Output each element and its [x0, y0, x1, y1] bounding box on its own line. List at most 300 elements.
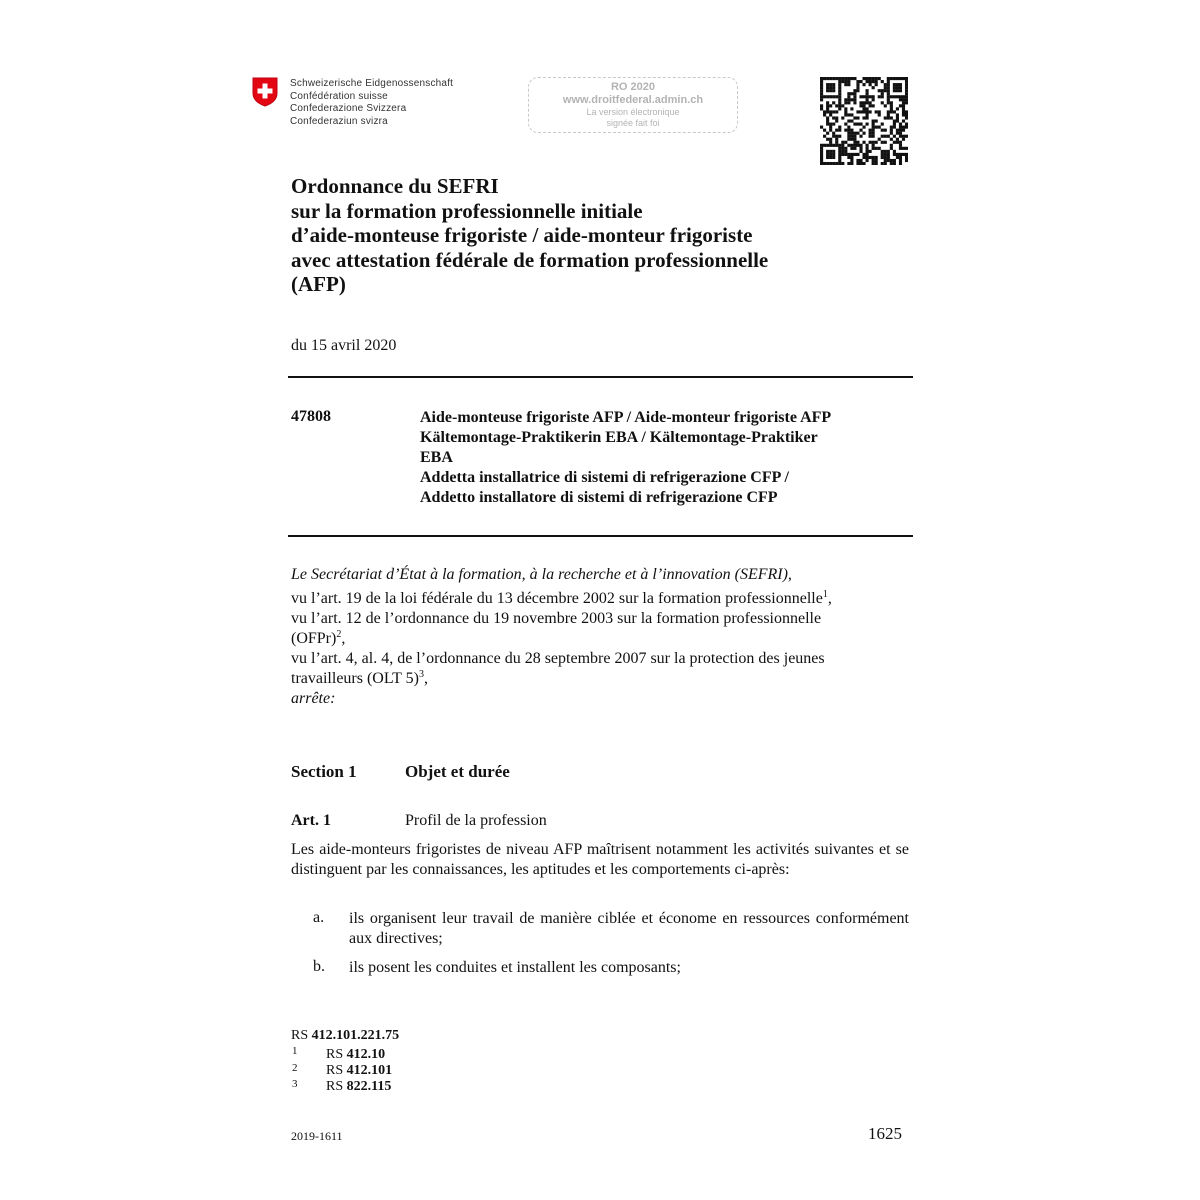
qr-module [841, 104, 844, 107]
qr-module [875, 147, 878, 150]
qr-code-icon[interactable] [820, 77, 908, 165]
qr-module [884, 86, 887, 89]
qr-module [856, 159, 859, 162]
qr-module [853, 101, 856, 104]
list-item: ils organisent leur travail de manière ciblée et économe en ressources conformément aux directives; [349, 910, 909, 947]
qr-module [872, 123, 875, 126]
qr-module [866, 98, 869, 101]
qr-module [844, 77, 847, 80]
qr-module [820, 104, 823, 107]
qr-module [902, 101, 905, 104]
qr-module [823, 95, 826, 98]
qr-module [844, 153, 847, 156]
qr-module [853, 147, 856, 150]
qr-module [899, 153, 902, 156]
qr-module [905, 98, 908, 101]
footnote-number: 2 [292, 1062, 298, 1074]
qr-module [884, 89, 887, 92]
qr-module [887, 101, 890, 104]
qr-module [872, 98, 875, 101]
qr-module [847, 153, 850, 156]
qr-module [844, 98, 847, 101]
qr-module [899, 144, 902, 147]
qr-module [844, 123, 847, 126]
qr-module [872, 132, 875, 135]
qr-module [884, 104, 887, 107]
footnote-ref[interactable]: 2 [336, 629, 342, 640]
qr-module [850, 129, 853, 132]
qr-module [866, 153, 869, 156]
qr-module [866, 116, 869, 119]
qr-module [823, 144, 826, 147]
qr-module [899, 77, 902, 80]
qr-module [835, 135, 838, 138]
qr-module [847, 129, 850, 132]
qr-module [847, 83, 850, 86]
qr-module [850, 138, 853, 141]
qr-module [847, 156, 850, 159]
qr-module [881, 92, 884, 95]
qr-module [899, 95, 902, 98]
qr-module [832, 153, 835, 156]
qr-module [856, 83, 859, 86]
qr-module [887, 150, 890, 153]
confederation-name-fr: Confédération suisse [290, 90, 388, 102]
title-line: sur la formation professionnelle initiale [291, 198, 643, 223]
qr-module [902, 153, 905, 156]
qr-module [838, 95, 841, 98]
qr-module [856, 86, 859, 89]
qr-module [881, 95, 884, 98]
qr-module [875, 80, 878, 83]
qr-module [869, 156, 872, 159]
qr-module [820, 159, 823, 162]
qr-module [890, 147, 893, 150]
qr-module [862, 162, 865, 165]
qr-module [847, 162, 850, 165]
qr-module [826, 156, 829, 159]
qr-module [850, 98, 853, 101]
qr-module [844, 129, 847, 132]
qr-module [832, 162, 835, 165]
qr-module [899, 141, 902, 144]
qr-module [847, 98, 850, 101]
qr-module [832, 150, 835, 153]
qr-module [850, 107, 853, 110]
qr-module [847, 113, 850, 116]
qr-module [869, 104, 872, 107]
qr-module [896, 129, 899, 132]
qr-module [850, 135, 853, 138]
legal-basis-text: vu l’art. 12 de l’ordonnance du 19 novembre 2003 sur la formation professionnelle [291, 610, 822, 627]
qr-module [884, 153, 887, 156]
qr-module [853, 135, 856, 138]
qr-module [887, 98, 890, 101]
qr-module [835, 129, 838, 132]
qr-module [893, 126, 896, 129]
qr-module [835, 95, 838, 98]
qr-module [866, 159, 869, 162]
qr-module [838, 126, 841, 129]
qr-module [905, 156, 908, 159]
qr-module [899, 132, 902, 135]
qr-module [905, 116, 908, 119]
qr-module [896, 141, 899, 144]
qr-module [905, 77, 908, 80]
section-number: Section 1 [291, 762, 357, 781]
qr-module [850, 113, 853, 116]
confederation-name-it: Confederazione Svizzera [290, 103, 407, 114]
qr-module [905, 113, 908, 116]
qr-module [838, 80, 841, 83]
qr-module [850, 159, 853, 162]
qr-module [902, 126, 905, 129]
qr-module [896, 138, 899, 141]
qr-module [869, 101, 872, 104]
qr-module [820, 153, 823, 156]
qr-module [869, 77, 872, 80]
qr-module [832, 86, 835, 89]
qr-module [893, 150, 896, 153]
qr-module [899, 156, 902, 159]
qr-module [844, 150, 847, 153]
qr-module [905, 135, 908, 138]
qr-module [884, 135, 887, 138]
qr-module [838, 92, 841, 95]
qr-module [902, 138, 905, 141]
qr-module [862, 156, 865, 159]
stamp-ro: RO 2020 [610, 81, 656, 93]
qr-module [847, 126, 850, 129]
qr-module [869, 110, 872, 113]
qr-module [832, 132, 835, 135]
qr-module [902, 135, 905, 138]
qr-module [881, 89, 884, 92]
qr-module [872, 77, 875, 80]
qr-module [832, 77, 835, 80]
qr-module [847, 95, 850, 98]
qr-module [905, 147, 908, 150]
qr-module [826, 107, 829, 110]
qr-module [887, 77, 890, 80]
qr-module [859, 144, 862, 147]
qr-module [905, 101, 908, 104]
qr-module [893, 159, 896, 162]
qr-module [875, 141, 878, 144]
qr-module [856, 116, 859, 119]
title-line: (AFP) [291, 272, 346, 296]
qr-module [838, 147, 841, 150]
qr-module [826, 144, 829, 147]
qr-module [872, 147, 875, 150]
qr-module [866, 156, 869, 159]
profession-title-line: Addetta installatrice di sistemi di refrigerazione CFP / [420, 469, 789, 486]
qr-module [844, 107, 847, 110]
legal-basis-3 [291, 649, 911, 669]
qr-module [826, 101, 829, 104]
qr-module [832, 89, 835, 92]
qr-module [881, 101, 884, 104]
profession-title-line: Aide-monteuse frigoriste AFP / Aide-monteur frigoriste AFP [420, 409, 832, 426]
qr-module [890, 116, 893, 119]
document-title [291, 174, 931, 297]
qr-module [887, 113, 890, 116]
qr-module [859, 129, 862, 132]
qr-module [902, 110, 905, 113]
qr-module [832, 116, 835, 119]
article-title: Profil de la profession [405, 812, 547, 829]
qr-module [838, 144, 841, 147]
qr-module [826, 123, 829, 126]
qr-module [872, 86, 875, 89]
qr-module [893, 141, 896, 144]
qr-module [887, 135, 890, 138]
qr-module [847, 135, 850, 138]
qr-module [887, 110, 890, 113]
qr-module [887, 116, 890, 119]
confederation-name-rm: Confederaziun svizra [290, 115, 388, 127]
qr-module [829, 144, 832, 147]
confederation-names [290, 78, 453, 128]
qr-module [853, 116, 856, 119]
qr-module [850, 147, 853, 150]
qr-module [829, 86, 832, 89]
qr-module [899, 135, 902, 138]
qr-module [832, 144, 835, 147]
qr-module [820, 107, 823, 110]
qr-module [866, 123, 869, 126]
qr-module [866, 101, 869, 104]
qr-module [838, 159, 841, 162]
qr-module [862, 77, 865, 80]
qr-module [887, 156, 890, 159]
qr-module [862, 101, 865, 104]
qr-module [872, 129, 875, 132]
qr-module [841, 141, 844, 144]
qr-module [850, 119, 853, 122]
qr-module [872, 144, 875, 147]
qr-module [896, 77, 899, 80]
qr-module [866, 144, 869, 147]
qr-module [905, 123, 908, 126]
qr-module [826, 138, 829, 141]
qr-module [844, 113, 847, 116]
qr-module [853, 123, 856, 126]
qr-module [859, 147, 862, 150]
qr-module [890, 129, 893, 132]
qr-module [884, 116, 887, 119]
qr-module [844, 80, 847, 83]
qr-module [841, 144, 844, 147]
qr-module [832, 135, 835, 138]
qr-module [847, 119, 850, 122]
electronic-version-stamp [528, 77, 738, 133]
qr-module [890, 144, 893, 147]
section-title: Objet et durée [405, 762, 510, 781]
footnote-ref-value: 412.101 [346, 1063, 393, 1078]
qr-module [905, 95, 908, 98]
qr-module [832, 110, 835, 113]
qr-module [875, 156, 878, 159]
qr-module [899, 104, 902, 107]
qr-module [850, 132, 853, 135]
qr-module [829, 77, 832, 80]
qr-module [838, 129, 841, 132]
qr-module [856, 153, 859, 156]
qr-module [872, 162, 875, 165]
qr-module [826, 104, 829, 107]
qr-module [826, 110, 829, 113]
qr-module [875, 159, 878, 162]
qr-module [853, 144, 856, 147]
qr-module [844, 83, 847, 86]
qr-module [820, 147, 823, 150]
qr-module [820, 92, 823, 95]
qr-module [905, 83, 908, 86]
qr-module [896, 119, 899, 122]
qr-module [905, 92, 908, 95]
qr-module [859, 95, 862, 98]
footnote-text [326, 1063, 392, 1079]
qr-module [866, 107, 869, 110]
article-number: Art. 1 [291, 812, 331, 829]
qr-module [832, 83, 835, 86]
qr-module [899, 98, 902, 101]
rs-number [291, 1028, 399, 1044]
qr-module [826, 86, 829, 89]
rs-number-value: 412.101.221.75 [311, 1028, 400, 1043]
footnote-text [326, 1047, 385, 1063]
qr-module [829, 110, 832, 113]
qr-module [884, 141, 887, 144]
qr-module [902, 119, 905, 122]
qr-module [841, 162, 844, 165]
qr-module [820, 77, 823, 80]
qr-module [902, 77, 905, 80]
qr-module [893, 86, 896, 89]
qr-module [905, 89, 908, 92]
qr-module [893, 83, 896, 86]
qr-module [881, 162, 884, 165]
qr-module [820, 98, 823, 101]
qr-module [832, 123, 835, 126]
qr-module [850, 144, 853, 147]
qr-module [823, 129, 826, 132]
divider [288, 376, 913, 378]
qr-module [835, 144, 838, 147]
legal-basis-2-cont [291, 629, 911, 649]
footnote-ref[interactable]: 1 [822, 589, 828, 600]
qr-module [820, 89, 823, 92]
legal-basis-text: vu l’art. 19 de la loi fédérale du 13 décembre 2002 sur la formation professionnelle [291, 590, 823, 607]
qr-module [838, 153, 841, 156]
legal-basis-text: vu l’art. 4, al. 4, de l’ordonnance du 28 septembre 2007 sur la protection des jeunes [291, 650, 825, 667]
stamp-note-1: La version électronique [586, 107, 680, 117]
legal-basis-3-cont [291, 669, 911, 689]
profession-code: 47808 [291, 408, 331, 425]
qr-module [838, 86, 841, 89]
qr-module [859, 159, 862, 162]
punctuation: , [341, 630, 346, 647]
swiss-coat-of-arms-icon [252, 77, 278, 107]
qr-module [893, 162, 896, 165]
qr-module [899, 159, 902, 162]
list-item: ils posent les conduites et installent les composants; [349, 959, 681, 976]
qr-module [856, 141, 859, 144]
qr-module [841, 77, 844, 80]
qr-module [887, 80, 890, 83]
qr-module [859, 135, 862, 138]
qr-module [890, 95, 893, 98]
qr-module [862, 110, 865, 113]
qr-module [878, 138, 881, 141]
qr-module [875, 110, 878, 113]
qr-module [829, 104, 832, 107]
qr-module [869, 95, 872, 98]
qr-module [826, 132, 829, 135]
qr-module [838, 101, 841, 104]
qr-module [875, 162, 878, 165]
document-date: du 15 avril 2020 [291, 337, 397, 354]
qr-module [902, 98, 905, 101]
qr-module [856, 132, 859, 135]
qr-module [896, 107, 899, 110]
qr-module [856, 162, 859, 165]
qr-module [853, 95, 856, 98]
qr-module [856, 110, 859, 113]
qr-module [859, 104, 862, 107]
qr-module [887, 92, 890, 95]
qr-module [872, 126, 875, 129]
qr-module [887, 86, 890, 89]
qr-module [878, 95, 881, 98]
qr-module [832, 156, 835, 159]
qr-module [835, 77, 838, 80]
qr-module [872, 156, 875, 159]
qr-module [881, 156, 884, 159]
qr-module [820, 126, 823, 129]
qr-module [820, 156, 823, 159]
qr-module [859, 123, 862, 126]
qr-module [841, 150, 844, 153]
qr-module [884, 159, 887, 162]
footnote-ref[interactable]: 3 [418, 669, 424, 680]
qr-module [859, 162, 862, 165]
qr-module [878, 147, 881, 150]
qr-module [847, 101, 850, 104]
rs-prefix: RS [326, 1047, 347, 1062]
qr-module [869, 83, 872, 86]
qr-module [893, 77, 896, 80]
qr-module [893, 135, 896, 138]
qr-module [835, 162, 838, 165]
qr-module [890, 138, 893, 141]
qr-module [887, 159, 890, 162]
qr-module [881, 150, 884, 153]
qr-module [878, 113, 881, 116]
qr-module [884, 156, 887, 159]
qr-module [853, 138, 856, 141]
qr-module [853, 141, 856, 144]
qr-module [899, 162, 902, 165]
qr-module [893, 123, 896, 126]
qr-module [881, 129, 884, 132]
qr-module [862, 141, 865, 144]
list-item-letter: a. [313, 909, 325, 926]
profession-titles [420, 408, 910, 508]
qr-module [838, 156, 841, 159]
qr-module [838, 135, 841, 138]
